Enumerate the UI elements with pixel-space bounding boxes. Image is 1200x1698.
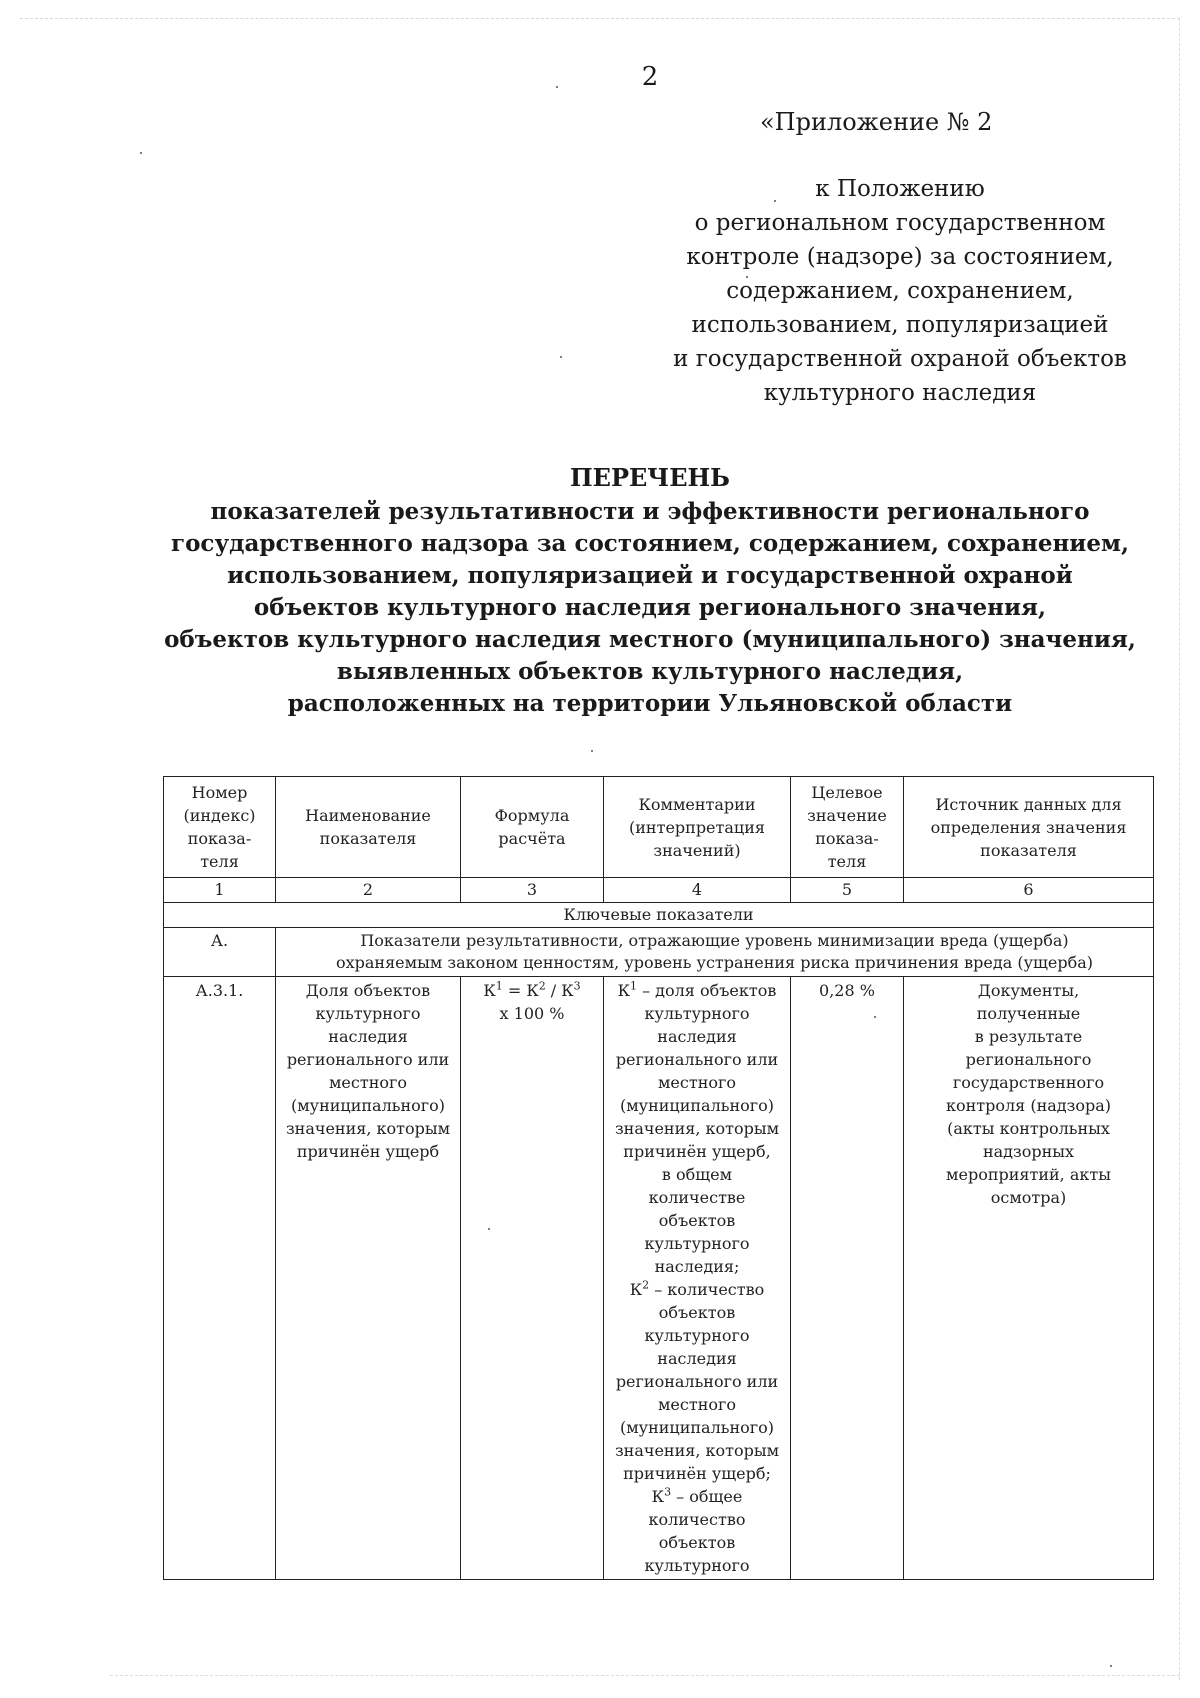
indicators-table: [163, 776, 1154, 1580]
column-number-row: [164, 878, 1154, 903]
comment-k1: К: [617, 981, 630, 1000]
appendix-reference: [660, 172, 1140, 410]
page-number: 2: [641, 62, 659, 92]
comment-k3-text: – общее количество объектов культурного: [644, 1487, 750, 1575]
subtitle-line: использованием, популяризацией и государственной охраной: [227, 562, 1073, 589]
scan-edge-bottom: [110, 1675, 1180, 1676]
row-comment: [604, 977, 791, 1580]
scan-speck: [560, 356, 562, 358]
column-number: 2: [276, 878, 461, 903]
subtitle-line: выявленных объектов культурного наследия,: [336, 658, 964, 685]
appendix-line: к Положению: [815, 176, 985, 202]
formula-k1: К: [483, 981, 496, 1000]
column-number: 4: [604, 878, 791, 903]
header-target: Целевое значение показа- теля: [791, 777, 904, 878]
appendix-line: и государственной охраной объектов: [673, 346, 1127, 372]
formula-sup1: 1: [495, 979, 503, 993]
group-row: [164, 928, 1154, 977]
row-name: Доля объектов культурного наследия регионального или местного (муниципального) значения, которым причинён ущерб: [276, 977, 461, 1580]
section-row: [164, 903, 1154, 928]
scan-speck: [140, 152, 142, 154]
formula-sup3: 3: [573, 979, 581, 993]
column-number: 5: [791, 878, 904, 903]
header-formula: Формула расчёта: [461, 777, 604, 878]
table-row: [164, 977, 1154, 1580]
scan-speck: [746, 276, 748, 278]
column-number: 6: [904, 878, 1154, 903]
document-subtitle: [150, 496, 1150, 720]
appendix-line: содержанием, сохранением,: [726, 278, 1074, 304]
comment-k2-text: – количество объектов культурного наследия регионального или местного (муниципального) значения, которым причинён ущерб;: [614, 1280, 780, 1483]
subtitle-line: объектов культурного наследия местного (муниципального) значения,: [164, 626, 1136, 653]
appendix-line: использованием, популяризацией: [691, 312, 1109, 338]
scan-speck: [488, 1228, 490, 1230]
document-title: ПЕРЕЧЕНЬ: [570, 463, 730, 492]
formula-sup2: 2: [538, 979, 546, 993]
scan-edge-top: [20, 18, 1180, 19]
header-name: Наименование показателя: [276, 777, 461, 878]
row-target: 0,28 %: [791, 977, 904, 1580]
appendix-line: культурного наследия: [763, 380, 1037, 406]
scan-speck: [1110, 1665, 1112, 1667]
comment-k2-sup: 2: [642, 1278, 650, 1292]
row-index: А.3.1.: [164, 977, 276, 1580]
header-comment: Комментарии (интерпретация значений): [604, 777, 791, 878]
comment-k3: К: [651, 1487, 665, 1506]
formula-tail: х 100 %: [499, 1004, 565, 1023]
column-number: 1: [164, 878, 276, 903]
comment-k1-text: – доля объектов культурного наследия регионального или местного (муниципального) значения, которым причинён ущерб, в общем количестве объектов культурного наследия;: [614, 981, 780, 1276]
scan-speck: [874, 1016, 876, 1018]
section-title: Ключевые показатели: [164, 903, 1154, 928]
row-formula: [461, 977, 604, 1580]
header-source: Источник данных для определения значения показателя: [904, 777, 1154, 878]
group-text: Показатели результативности, отражающие уровень минимизации вреда (ущерба) охраняемым законом ценностям, уровень устранения риска причинения вреда (ущерба): [276, 928, 1154, 977]
scan-speck: [591, 750, 593, 752]
appendix-line: контроле (надзоре) за состоянием,: [686, 244, 1114, 270]
subtitle-line: государственного надзора за состоянием, содержанием, сохранением,: [171, 530, 1129, 557]
scan-edge-right: [1179, 18, 1180, 1680]
group-index: А.: [164, 928, 276, 977]
appendix-line: о региональном государственном: [694, 210, 1106, 236]
header-index: Номер (индекс) показа- теля: [164, 777, 276, 878]
column-number: 3: [461, 878, 604, 903]
appendix-title: «Приложение № 2: [760, 108, 993, 136]
scan-speck: [556, 86, 558, 88]
table-header-row: [164, 777, 1154, 878]
comment-k1-sup: 1: [629, 979, 637, 993]
comment-k2: К: [629, 1280, 643, 1299]
comment-k3-sup: 3: [664, 1485, 672, 1499]
subtitle-line: расположенных на территории Ульяновской области: [287, 690, 1013, 717]
row-source: Документы, полученные в результате регионального государственного контроля (надзора) (акты контрольных надзорных мероприятий, акты осмотра): [904, 977, 1154, 1580]
formula-eq: = К: [502, 981, 539, 1000]
subtitle-line: объектов культурного наследия регионального значения,: [253, 594, 1047, 621]
scan-speck: [774, 200, 776, 202]
formula-div: / К: [545, 981, 574, 1000]
subtitle-line: показателей результативности и эффективности регионального: [210, 498, 1090, 525]
